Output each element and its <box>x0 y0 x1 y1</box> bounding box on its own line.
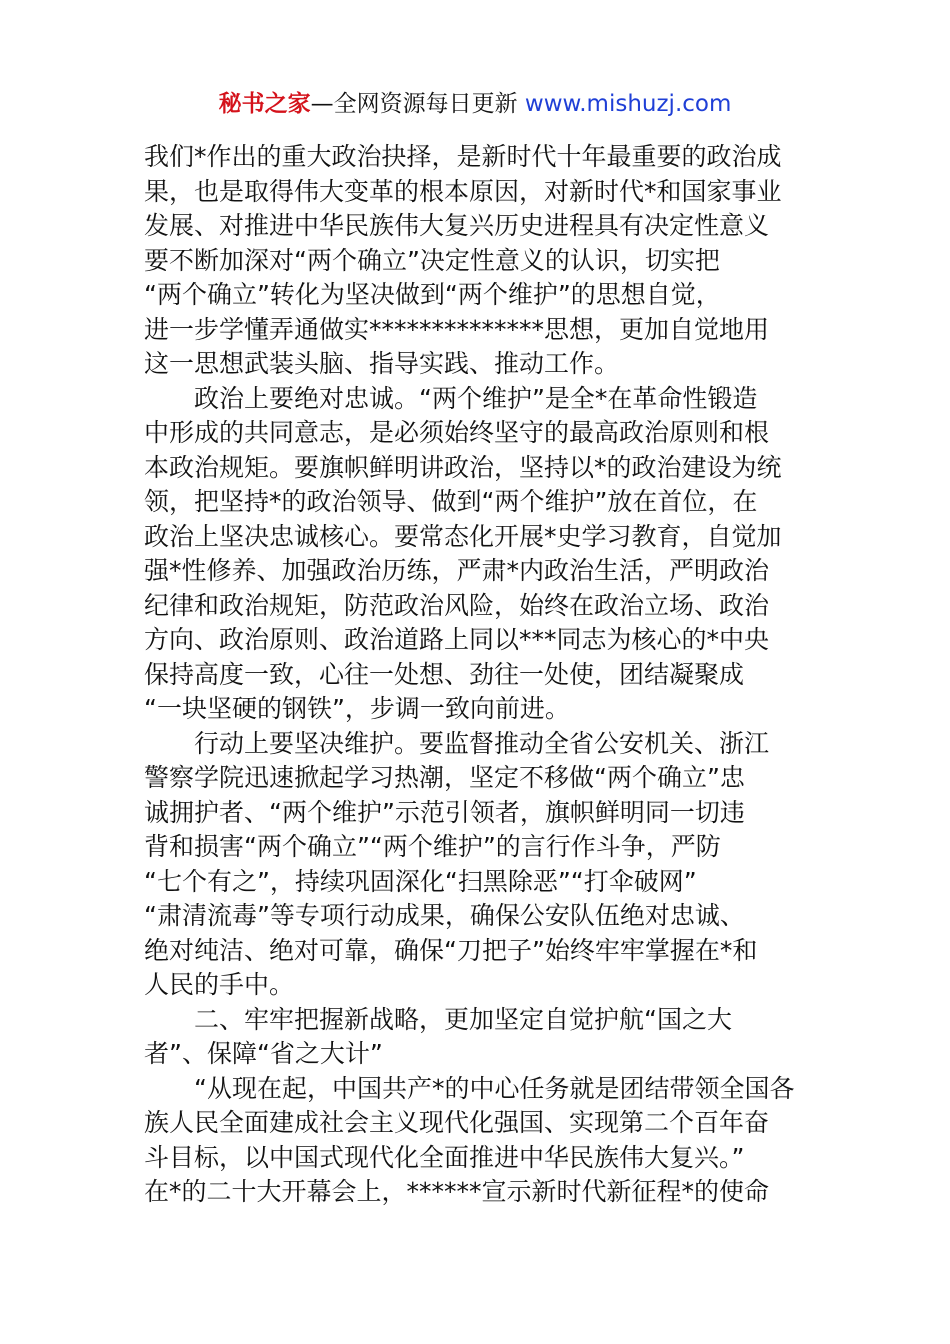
text-line: 这一思想武装头脑、指导实践、推动工作。 <box>144 349 620 378</box>
text-line: 果，也是取得伟大变革的根本原因，对新时代*和国家事业 <box>144 176 782 206</box>
text-line: 我们*作出的重大政治抉择，是新时代十年最重要的政治成 <box>144 142 782 171</box>
paragraph-start-line: 政治上要绝对忠诚。“两个维护”是全*在革命性锻造 <box>194 383 758 413</box>
text-line: 背和损害“两个确立”“两个维护”的言行作斗争，严防 <box>144 832 721 861</box>
section-heading-line: 者”、保障“省之大计” <box>144 1039 383 1068</box>
text-line: 政治上坚决忠诚核心。要常态化开展*史学习教育，自觉加 <box>144 521 782 551</box>
text-line: 强*性修养、加强政治历练，严肃*内政治生活，严明政治 <box>144 556 770 585</box>
text-line: 警察学院迅速掀起学习热潮，坚定不移做“两个确立”忠 <box>144 763 745 792</box>
text-line: 本政治规矩。要旗帜鲜明讲政治，坚持以*的政治建设为统 <box>144 452 782 482</box>
text-line: 诚拥护者、“两个维护”示范引领者，旗帜鲜明同一切违 <box>144 797 745 827</box>
text-line: 人民的手中。 <box>144 970 295 999</box>
text-line: 发展、对推进中华民族伟大复兴历史进程具有决定性意义 <box>144 211 770 240</box>
text-line: “七个有之”，持续巩固深化“扫黑除恶”“打伞破网” <box>144 866 697 896</box>
text-line: 方向、政治原则、政治道路上同以***同志为核心的*中央 <box>144 625 770 654</box>
section-heading-line: 二、牢牢把握新战略，更加坚定自觉护航“国之大 <box>194 1004 732 1034</box>
text-line: 中形成的共同意志，是必须始终坚守的最高政治原则和根 <box>144 418 770 447</box>
text-line: 绝对纯洁、绝对可靠，确保“刀把子”始终牢牢掌握在*和 <box>144 935 758 965</box>
text-line: 斗目标，以中国式现代化全面推进中华民族伟大复兴。” <box>144 1142 745 1172</box>
text-line: 进一步学懂弄通做实**************思想，更加自觉地用 <box>144 314 770 344</box>
text-line: 保持高度一致，心往一处想、劲往一处使，团结凝聚成 <box>144 659 745 689</box>
paragraph-start-line: “从现在起，中国共产*的中心任务就是团结带领全国各 <box>194 1073 795 1103</box>
text-line: 要不断加深对“两个确立”决定性意义的认识，切实把 <box>144 245 720 275</box>
document-body <box>144 140 816 1210</box>
site-tagline: —全网资源每日更新 <box>310 91 525 117</box>
site-brand: 秘书之家 <box>218 91 311 117</box>
text-line: 纪律和政治规矩，防范政治风险，始终在政治立场、政治 <box>144 590 770 620</box>
site-header <box>0 88 950 120</box>
text-line: “一块坚硬的钢铁”，步调一致向前进。 <box>144 694 570 723</box>
text-line: “两个确立”转化为坚决做到“两个维护”的思想自觉， <box>144 280 721 309</box>
text-line: “肃清流毒”等专项行动成果，确保公安队伍绝对忠诚、 <box>144 901 745 930</box>
site-url-link[interactable]: www.mishuzj.com <box>524 91 732 117</box>
text-line: 族人民全面建成社会主义现代化强国、实现第二个百年奋 <box>144 1108 770 1137</box>
paragraph-start-line: 行动上要坚决维护。要监督推动全省公安机关、浙江 <box>194 728 770 758</box>
text-line: 领，把坚持*的政治领导、做到“两个维护”放在首位，在 <box>144 487 758 516</box>
text-line: 在*的二十大开幕会上，******宣示新时代新征程*的使命 <box>144 1177 770 1206</box>
